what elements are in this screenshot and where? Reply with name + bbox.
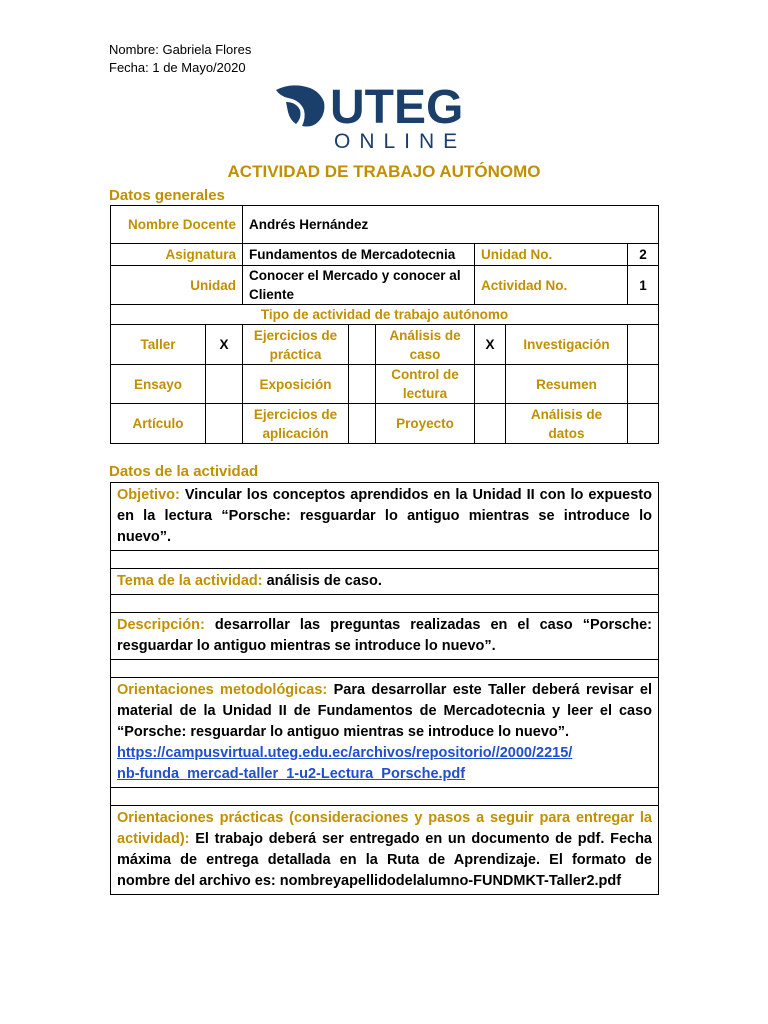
descripcion-text: desarrollar las preguntas realizadas en el caso “Porsche: resguardar lo antiguo mientras se introduce lo nuevo”. — [117, 617, 652, 654]
reading-link-line2[interactable]: nb-funda_mercad-taller_1-u2-Lectura_Porsche.pdf — [117, 766, 466, 782]
practicas-row — [111, 806, 659, 895]
spacer-row — [111, 595, 659, 613]
tipo-row — [111, 404, 659, 444]
unidad-no-label: Unidad No. — [475, 244, 628, 266]
tipo-label: Control de lectura — [376, 365, 475, 404]
tipo-heading-row — [111, 305, 659, 325]
spacer-row — [111, 660, 659, 678]
docente-row — [111, 206, 659, 244]
actividad-no-value: 1 — [628, 266, 659, 305]
asignatura-row — [111, 244, 659, 266]
empty-cell — [111, 551, 659, 569]
metodologicas-row — [111, 678, 659, 788]
asignatura-label: Asignatura — [111, 244, 243, 266]
descripcion-row — [111, 613, 659, 660]
tipo-mark: X — [206, 325, 243, 365]
descripcion-label: Descripción: — [117, 617, 205, 633]
tipo-label: Exposición — [243, 365, 349, 404]
tipo-row — [111, 325, 659, 365]
tipo-label: Análisis de datos — [506, 404, 628, 444]
descripcion-cell — [111, 613, 659, 660]
practicas-text: El trabajo deberá ser entregado en un documento de pdf. Fecha máxima de entrega detallada en la Ruta de Aprendizaje. El formato de nombre del archivo es: nombreyapellidodelalumno-FUNDMKT-Taller2.pdf — [117, 831, 652, 889]
tema-text: análisis de caso. — [262, 573, 382, 589]
tipo-mark — [628, 404, 659, 444]
metodologicas-cell — [111, 678, 659, 788]
metodologicas-label: Orientaciones metodológicas: — [117, 682, 328, 698]
unidad-no-value: 2 — [628, 244, 659, 266]
datos-generales-heading: Datos generales — [109, 187, 225, 204]
objetivo-label: Objetivo: — [117, 487, 180, 503]
submission-date: Fecha: 1 de Mayo/2020 — [109, 60, 246, 75]
general-data-table — [110, 205, 659, 444]
tipo-mark — [475, 404, 506, 444]
tipo-label: Artículo — [111, 404, 206, 444]
reading-link-line1[interactable]: https://campusvirtual.uteg.edu.ec/archivos/repositorio//2000/2215/ — [117, 745, 573, 761]
empty-cell — [111, 660, 659, 678]
logo-brand: UTEG — [330, 81, 464, 134]
page-title: ACTIVIDAD DE TRABAJO AUTÓNOMO — [227, 162, 541, 181]
tipo-mark — [349, 404, 376, 444]
spacer-row — [111, 551, 659, 569]
tema-label: Tema de la actividad: — [117, 573, 263, 589]
unidad-label: Unidad — [111, 266, 243, 305]
practicas-cell — [111, 806, 659, 895]
asignatura-value: Fundamentos de Mercadotecnia — [243, 244, 475, 266]
helmet-icon — [276, 85, 324, 126]
metodologicas-text: Para desarrollar este Taller deberá revisar el material de la Unidad II de Fundamentos de Mercadotecnia y leer el caso “Porsche: resguardar lo antiguo mientras se introduce lo nuevo”. — [117, 682, 652, 740]
objetivo-row — [111, 483, 659, 551]
tipo-label: Ejercicios de aplicación — [243, 404, 349, 444]
tipo-mark — [628, 325, 659, 365]
empty-cell — [111, 788, 659, 806]
tipo-mark — [206, 404, 243, 444]
spacer-row — [111, 788, 659, 806]
actividad-no-label: Actividad No. — [475, 266, 628, 305]
practicas-label: Orientaciones prácticas (consideraciones y pasos a seguir para entregar la actividad): — [117, 810, 652, 847]
tema-cell — [111, 569, 659, 595]
tipo-mark — [206, 365, 243, 404]
unidad-value: Conocer el Mercado y conocer al Cliente — [243, 266, 475, 305]
objetivo-cell — [111, 483, 659, 551]
tipo-actividad-heading: Tipo de actividad de trabajo autónomo — [111, 305, 659, 325]
tipo-label: Taller — [111, 325, 206, 365]
student-name: Nombre: Gabriela Flores — [109, 42, 252, 57]
empty-cell — [111, 595, 659, 613]
tipo-label: Resumen — [506, 365, 628, 404]
tipo-label: Proyecto — [376, 404, 475, 444]
tipo-label: Ensayo — [111, 365, 206, 404]
tipo-mark — [349, 325, 376, 365]
datos-actividad-heading: Datos de la actividad — [109, 463, 259, 480]
tipo-label: Investigación — [506, 325, 628, 365]
tipo-row — [111, 365, 659, 404]
docente-value: Andrés Hernández — [243, 206, 659, 244]
objetivo-text: Vincular los conceptos aprendidos en la Unidad II con lo expuesto en la lectura “Porsche: resguardar lo antiguo mientras se introduce lo nuevo”. — [117, 487, 652, 545]
tipo-mark — [349, 365, 376, 404]
tema-row — [111, 569, 659, 595]
tipo-mark — [628, 365, 659, 404]
tipo-label: Ejercicios de práctica — [243, 325, 349, 365]
docente-label: Nombre Docente — [111, 206, 243, 244]
tipo-mark: X — [475, 325, 506, 365]
unidad-row — [111, 266, 659, 305]
activity-data-table — [110, 482, 659, 895]
helmet-crest-icon — [286, 102, 301, 124]
uteg-logo-graphic — [272, 80, 482, 152]
tipo-label: Análisis de caso — [376, 325, 475, 365]
tipo-mark — [475, 365, 506, 404]
logo-sub: ONLINE — [334, 130, 467, 152]
uteg-online-logo — [272, 80, 482, 157]
